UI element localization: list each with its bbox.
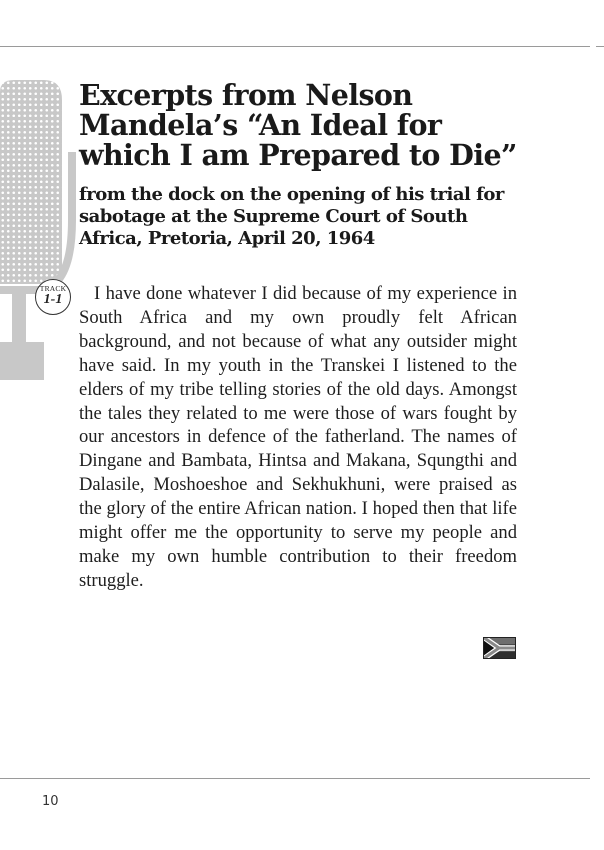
top-rule [0, 46, 590, 47]
south-africa-flag-icon [483, 637, 516, 659]
page-title: Excerpts from Nelson Mandela’s “An Ideal for which I am Prepared to Die” [79, 78, 517, 172]
microphone-icon [0, 80, 82, 380]
speech-paragraph: I have done whatever I did because of my experience in South Africa and my own proudly felt African background, and not because of what any outsider might have said. In my youth in the Transkei I listened to the elders of my tribe telling stories of the old days. Amongst the tales they related to me were those of wars fought by our ancestors in defence of the fatherland. The names of Dingane and Bambata, Hintsa and Makana, Squngthi and Dalasile, Moshoeshoe and Sekhukhuni, were praised as the glory of the entire African nation. I hoped then that life might offer me the opportunity to serve my people and make my own humble contribution to their freedom struggle. [79, 283, 517, 591]
track-number: 1-1 [43, 292, 63, 307]
page-number: 10 [42, 794, 59, 809]
bottom-rule [0, 778, 590, 779]
track-label: TRACK [39, 284, 67, 293]
track-badge [35, 279, 71, 315]
page-subtitle: from the dock on the opening of his trial for sabotage at the Supreme Court of South Africa, Pretoria, April 20, 1964 [79, 184, 504, 249]
top-rule-tick [596, 46, 604, 47]
